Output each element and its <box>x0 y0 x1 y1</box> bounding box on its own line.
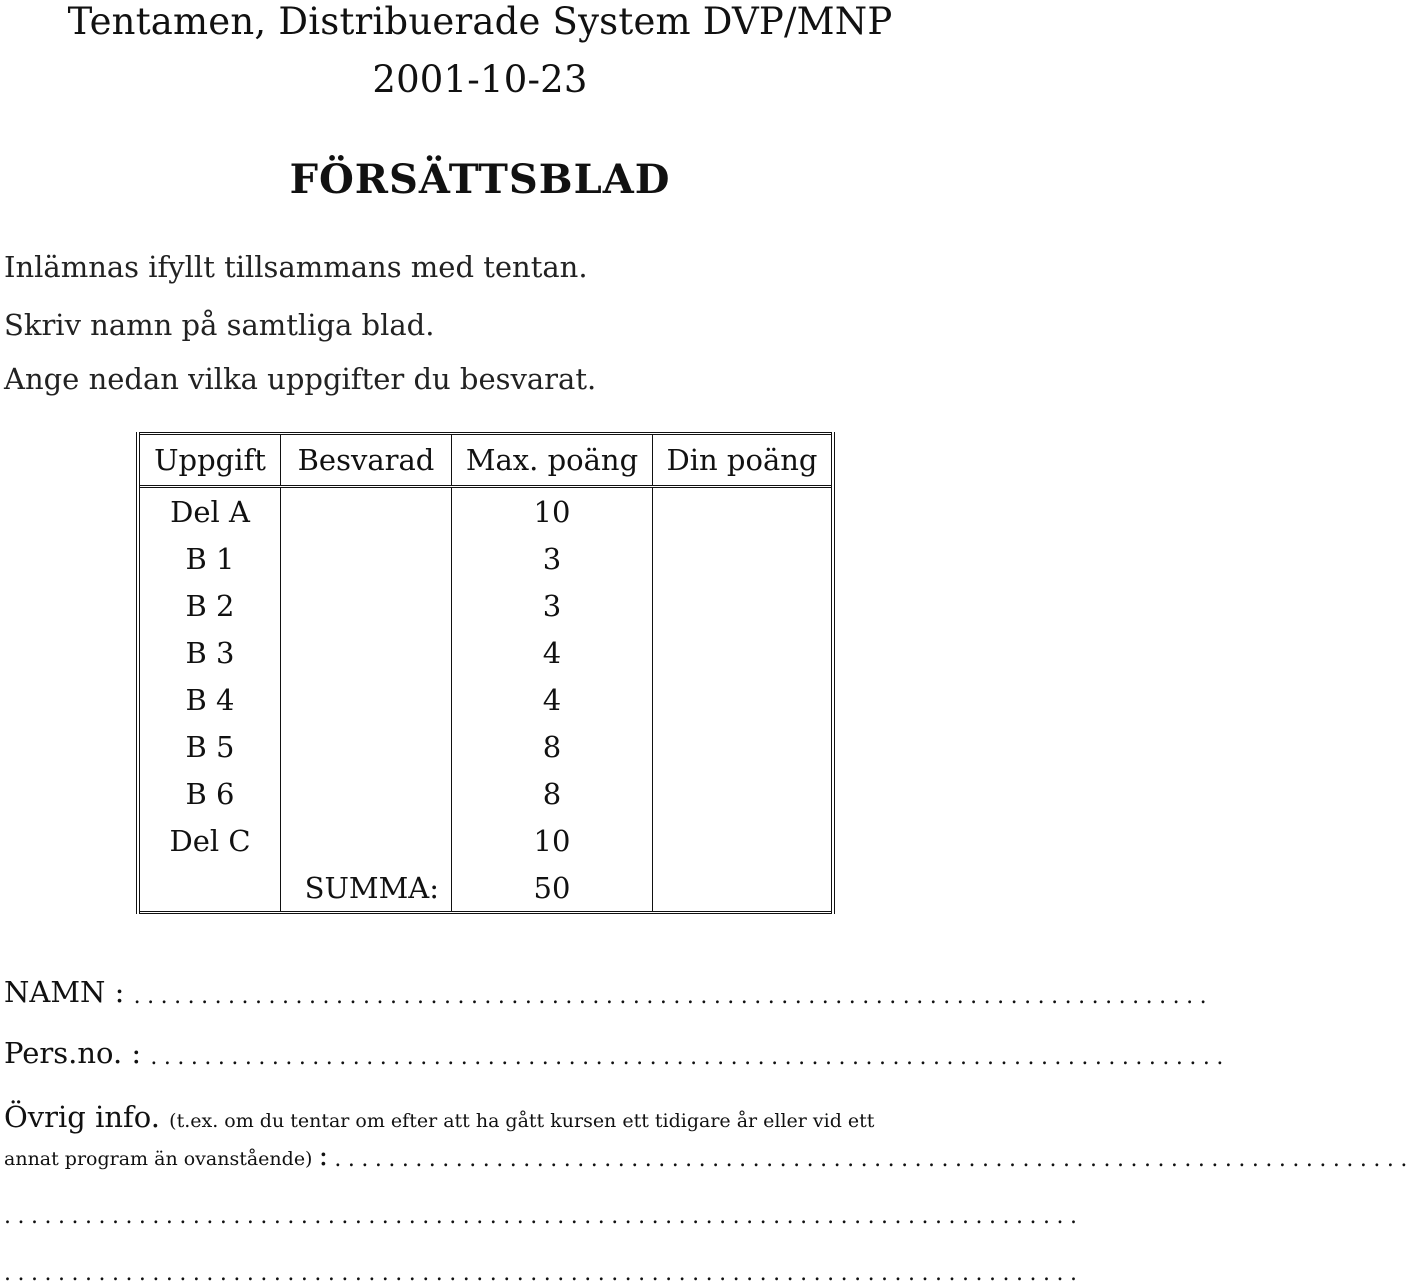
besvarad-cell[interactable] <box>281 487 452 536</box>
uppgift-cell: B 2 <box>185 588 235 623</box>
other-info-note: (t.ex. om du tentar om efter att ha gått kursen ett tidigare år eller vid ett <box>169 1110 875 1132</box>
besvarad-cell[interactable] <box>281 723 452 770</box>
din-poang-cell[interactable] <box>653 629 834 676</box>
column-header-besvarad: Besvarad <box>281 434 452 487</box>
table-row <box>138 676 833 723</box>
uppgift-cell: B 1 <box>185 541 235 576</box>
blank-line-row <box>4 1195 1084 1229</box>
other-info-label: Övrig info. <box>4 1100 160 1134</box>
name-fill-line[interactable]: ................................................................................ <box>133 984 1214 1009</box>
other-info-row <box>4 1100 874 1134</box>
besvarad-cell[interactable] <box>281 582 452 629</box>
blank-line-row <box>4 1252 1084 1286</box>
instruction-line: Ange nedan vilka uppgifter du besvarat. <box>4 362 597 396</box>
max-poang-cell: 3 <box>452 535 653 582</box>
personnummer-field-row <box>4 1036 1230 1070</box>
summa-label: SUMMA: <box>281 864 452 913</box>
din-poang-cell[interactable] <box>653 723 834 770</box>
summa-din-poang-cell[interactable] <box>653 864 834 913</box>
table-row <box>138 770 833 817</box>
besvarad-cell[interactable] <box>281 817 452 864</box>
table-header-row <box>138 434 833 487</box>
other-info-colon: : <box>318 1138 329 1172</box>
column-header-uppgift: Uppgift <box>138 434 281 487</box>
besvarad-cell[interactable] <box>281 770 452 817</box>
din-poang-cell[interactable] <box>653 487 834 536</box>
page-heading: FÖRSÄTTSBLAD <box>289 156 671 203</box>
blank-fill-line[interactable]: ................................................................................ <box>4 1204 1084 1229</box>
name-field-row <box>4 975 1214 1009</box>
column-header-max-poang: Max. poäng <box>452 434 653 487</box>
summa-empty-cell <box>138 864 281 913</box>
uppgift-cell: B 6 <box>185 776 235 811</box>
din-poang-cell[interactable] <box>653 676 834 723</box>
table-row <box>138 487 833 536</box>
summa-value: 50 <box>452 864 653 913</box>
max-poang-cell: 8 <box>452 770 653 817</box>
column-header-din-poang: Din poäng <box>653 434 834 487</box>
max-poang-cell: 8 <box>452 723 653 770</box>
uppgift-cell: B 4 <box>185 682 235 717</box>
blank-fill-line[interactable]: ................................................................................ <box>4 1261 1084 1286</box>
instruction-line: Inlämnas ifyllt tillsammans med tentan. <box>4 250 588 284</box>
max-poang-cell: 4 <box>452 629 653 676</box>
besvarad-cell[interactable] <box>281 629 452 676</box>
uppgift-cell: Del C <box>169 823 251 858</box>
name-label: NAMN : <box>4 975 125 1009</box>
other-info-continuation-row <box>4 1138 1414 1172</box>
din-poang-cell[interactable] <box>653 817 834 864</box>
max-poang-cell: 3 <box>452 582 653 629</box>
max-poang-cell: 10 <box>452 487 653 536</box>
other-info-note-continued: annat program än ovanstående) <box>4 1148 313 1170</box>
uppgift-cell: B 5 <box>185 729 235 764</box>
uppgift-cell: B 3 <box>185 635 235 670</box>
din-poang-cell[interactable] <box>653 535 834 582</box>
max-poang-cell: 4 <box>452 676 653 723</box>
uppgift-cell: Del A <box>170 494 250 529</box>
max-poang-cell: 10 <box>452 817 653 864</box>
exam-date: 2001-10-23 <box>372 58 588 101</box>
table-row <box>138 629 833 676</box>
besvarad-cell[interactable] <box>281 676 452 723</box>
table-row <box>138 582 833 629</box>
besvarad-cell[interactable] <box>281 535 452 582</box>
din-poang-cell[interactable] <box>653 582 834 629</box>
personnummer-fill-line[interactable]: ................................................................................ <box>150 1045 1230 1070</box>
table-row <box>138 535 833 582</box>
din-poang-cell[interactable] <box>653 770 834 817</box>
table-row <box>138 723 833 770</box>
personnummer-label: Pers.no. : <box>4 1036 142 1070</box>
exam-title: Tentamen, Distribuerade System DVP/MNP <box>67 0 893 43</box>
score-table <box>136 432 835 914</box>
table-row <box>138 817 833 864</box>
summa-row <box>138 864 833 913</box>
instruction-line: Skriv namn på samtliga blad. <box>4 308 435 342</box>
other-info-fill-line[interactable]: ................................................................................ <box>334 1147 1414 1172</box>
